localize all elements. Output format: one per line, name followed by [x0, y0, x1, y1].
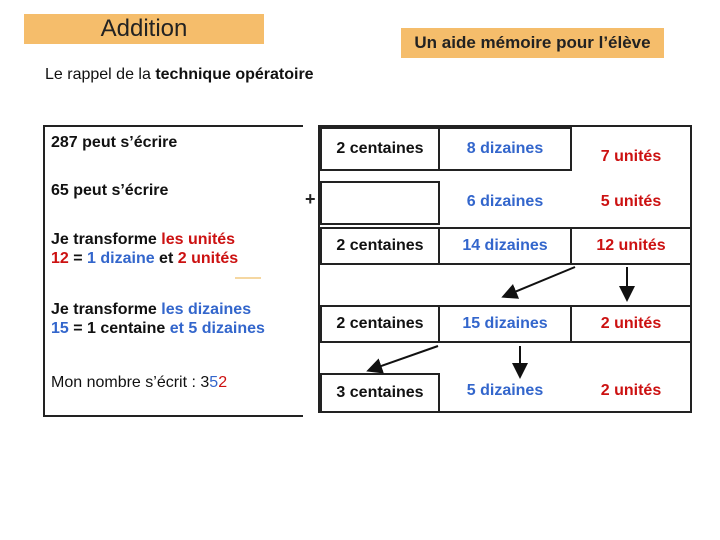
result-prefix: Mon nombre s’écrit : 3	[51, 374, 210, 391]
page-title: Addition	[100, 15, 188, 42]
row-287-label: 287 peut s’écrire	[51, 134, 178, 151]
r1-centaines: 2 centaines	[320, 127, 440, 171]
dizaines-fifteen: 15	[51, 320, 69, 337]
transform-diz-b: les dizaines	[161, 301, 252, 318]
units-twelve: 12	[51, 250, 69, 267]
r3-centaines: 2 centaines	[320, 227, 440, 265]
intro-prefix: Le rappel de la	[45, 66, 156, 83]
page-subtitle: Un aide mémoire pour l’élève	[414, 33, 651, 52]
row-65-label: 65 peut s’écrire	[51, 182, 169, 199]
r5-unites: 2 unités	[600, 382, 662, 399]
r3-unites: 12 unités	[570, 227, 692, 265]
transform-diz-a: Je transforme	[51, 301, 162, 318]
r1-dizaines: 8 dizaines	[438, 127, 572, 171]
arrow-units-to-dizaines	[505, 267, 575, 296]
result-digit-2: 2	[218, 374, 228, 391]
arrow-dizaines-to-centaines	[370, 346, 438, 370]
r3-dizaines: 14 dizaines	[438, 227, 572, 265]
transform-units-a: Je transforme	[51, 231, 162, 248]
units-et: et	[154, 250, 178, 267]
r5-centaines: 3 centaines	[320, 373, 440, 413]
r2-unites: 5 unités	[600, 193, 662, 210]
dizaines-five: 5 dizaines	[188, 320, 265, 337]
r1-unites: 7 unités	[600, 148, 662, 165]
units-equals: =	[68, 250, 88, 267]
plus-sign: +	[305, 189, 316, 209]
r4-centaines: 2 centaines	[320, 305, 440, 343]
result-digit-5: 5	[209, 374, 219, 391]
r4-dizaines: 15 dizaines	[438, 305, 572, 343]
r2-dizaines: 6 dizaines	[466, 193, 544, 210]
dizaines-et: et	[169, 320, 189, 337]
units-one-dizaine: 1 dizaine	[87, 250, 155, 267]
r4-unites: 2 unités	[570, 305, 692, 343]
dizaines-one-centaine: = 1 centaine	[68, 320, 170, 337]
intro-bold: technique opératoire	[155, 66, 314, 83]
units-two-unites: 2 unités	[177, 250, 239, 267]
transform-units-b: les unités	[161, 231, 236, 248]
r5-dizaines: 5 dizaines	[466, 382, 544, 399]
